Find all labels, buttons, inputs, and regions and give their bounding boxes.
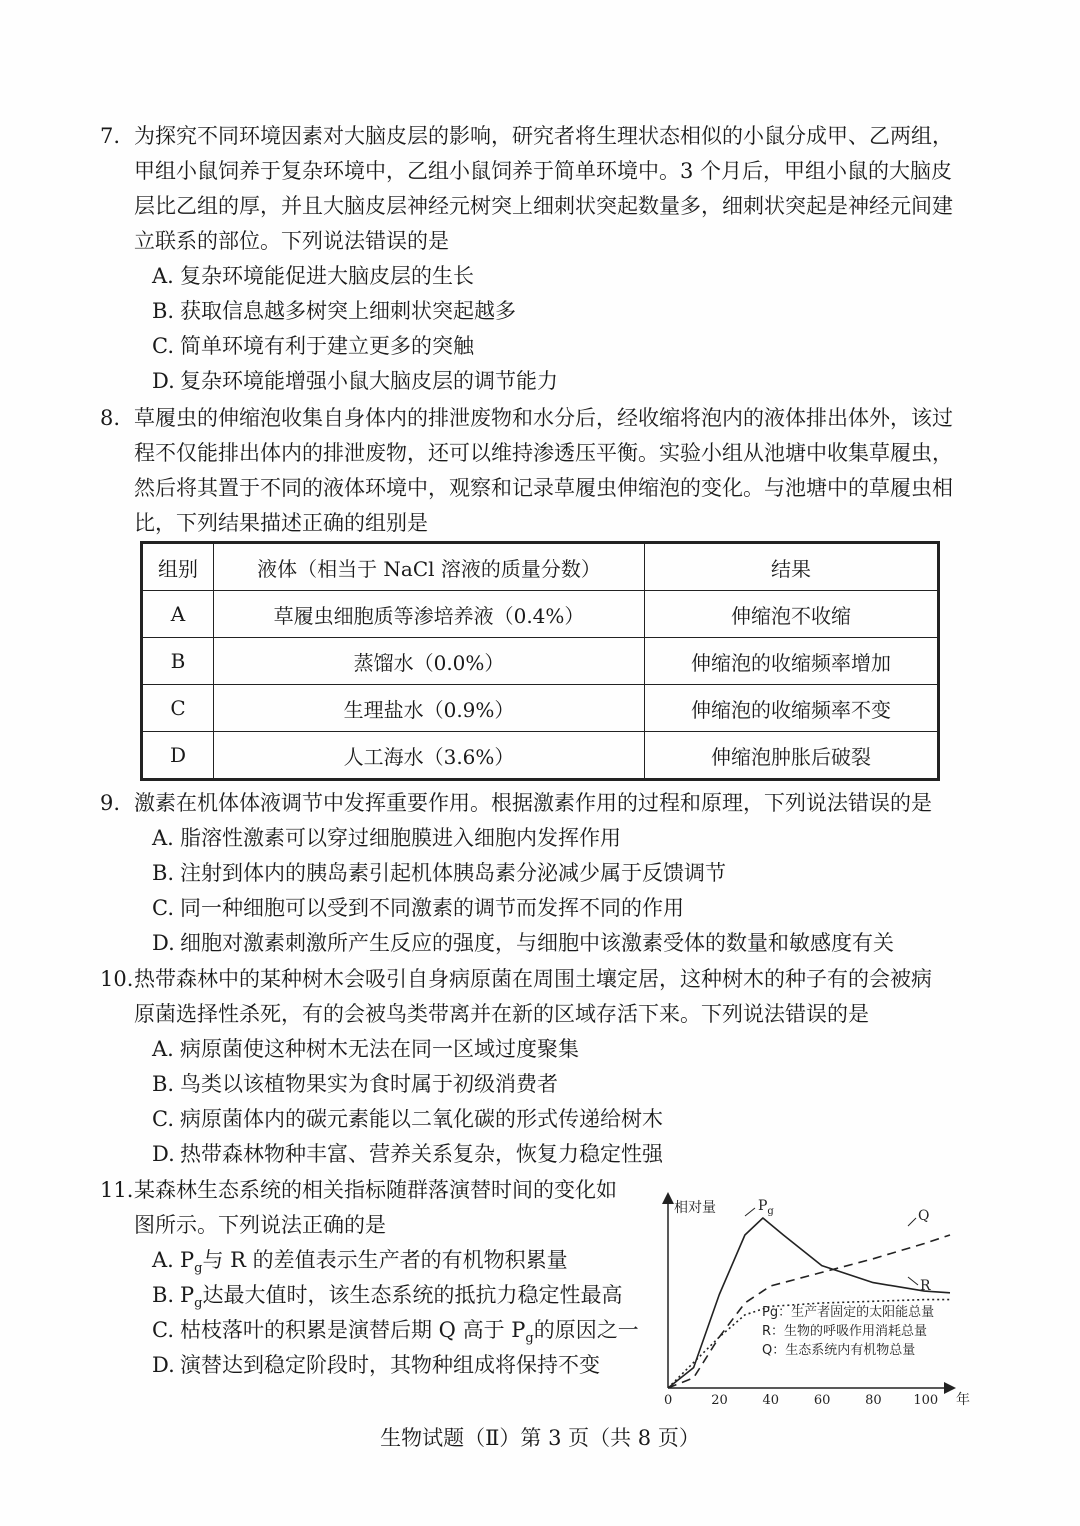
y-axis-label: 相对量 bbox=[674, 1200, 716, 1216]
table-cell: 伸缩泡不收缩 bbox=[645, 591, 939, 638]
q7-line-4: 立联系的部位。下列说法错误的是 bbox=[134, 229, 449, 253]
table-row bbox=[142, 732, 939, 780]
page-footer: 生物试题（Ⅱ）第 3 页（共 8 页） bbox=[380, 1426, 700, 1450]
question-9 bbox=[100, 786, 990, 961]
x-tick-label: 20 bbox=[711, 1393, 728, 1408]
table-cell: 蒸馏水（0.0%） bbox=[214, 638, 645, 685]
x-axis-unit: 年 bbox=[956, 1392, 970, 1408]
legend-pg: Pg：生产者固定的太阳能总量 bbox=[762, 1305, 935, 1320]
table-cell: B bbox=[142, 638, 214, 685]
q11-option-d: D. 演替达到稳定阶段时，其物种组成将保持不变 bbox=[152, 1353, 600, 1377]
q7-option-a: A. 复杂环境能促进大脑皮层的生长 bbox=[152, 264, 474, 288]
table-row bbox=[142, 638, 939, 685]
table-header-cell: 结果 bbox=[645, 543, 939, 591]
q8-line-4: 比，下列结果描述正确的组别是 bbox=[134, 511, 428, 535]
q10-option-d: D. 热带森林物种丰富、营养关系复杂，恢复力稳定性强 bbox=[152, 1142, 663, 1166]
q8-number: 8. bbox=[100, 406, 121, 430]
x-tick-label: 100 bbox=[913, 1393, 939, 1408]
table-cell: D bbox=[142, 732, 214, 780]
table-header-cell: 组别 bbox=[142, 543, 214, 591]
q8-line-3: 然后将其置于不同的液体环境中，观察和记录草履虫伸缩泡的变化。与池塘中的草履虫相 bbox=[134, 476, 953, 500]
table-header-row bbox=[142, 543, 939, 591]
series-label-pg: $P_g$ bbox=[758, 1198, 774, 1217]
question-8 bbox=[100, 401, 990, 541]
table-row bbox=[142, 685, 939, 732]
table-row bbox=[142, 591, 939, 638]
q9-option-c: C. 同一种细胞可以受到不同激素的调节而发挥不同的作用 bbox=[152, 896, 684, 920]
q9-option-d: D. 细胞对激素刺激所产生反应的强度，与细胞中该激素受体的数量和敏感度有关 bbox=[152, 931, 894, 955]
succession-chart bbox=[650, 1190, 990, 1410]
q9-option-b: B. 注射到体内的胰岛素引起机体胰岛素分泌减少属于反馈调节 bbox=[152, 861, 726, 885]
table-cell: 人工海水（3.6%） bbox=[214, 732, 645, 780]
q11-option-b: B. $P_g$达最大值时，该生态系统的抵抗力稳定性最高 bbox=[152, 1283, 623, 1312]
x-tick-label: 40 bbox=[762, 1393, 780, 1408]
q10-line-2: 原菌选择性杀死，有的会被鸟类带离并在新的区域存活下来。下列说法错误的是 bbox=[134, 1002, 869, 1026]
x-tick-label: 60 bbox=[813, 1393, 831, 1408]
q8-line-2: 程不仅能排出体内的排泄废物，还可以维持渗透压平衡。实验小组从池塘中收集草履虫， bbox=[134, 441, 953, 465]
question-11 bbox=[100, 1173, 660, 1383]
x-tick-label: 80 bbox=[865, 1393, 882, 1408]
q10-option-b: B. 鸟类以该植物果实为食时属于初级消费者 bbox=[152, 1072, 558, 1096]
q9-line-1: 9. 激素在机体体液调节中发挥重要作用。根据激素作用的过程和原理，下列说法错误的是 bbox=[100, 786, 990, 821]
table-cell: 生理盐水（0.9%） bbox=[214, 685, 645, 732]
legend-r: R：生物的呼吸作用消耗总量 bbox=[762, 1324, 928, 1339]
question-7 bbox=[100, 119, 990, 399]
table-cell: C bbox=[142, 685, 214, 732]
table-cell: 草履虫细胞质等渗培养液（0.4%） bbox=[214, 591, 645, 638]
q8-table bbox=[140, 541, 940, 781]
q10-option-c: C. 病原菌体内的碳元素能以二氧化碳的形式传递给树木 bbox=[152, 1107, 663, 1131]
q11-option-a: A. $P_g$与 R 的差值表示生产者的有机物积累量 bbox=[152, 1248, 568, 1277]
table-header-cell: 液体（相当于 NaCl 溶液的质量分数） bbox=[214, 543, 645, 591]
q7-option-c: C. 简单环境有利于建立更多的突触 bbox=[152, 334, 474, 358]
q7-line-2: 甲组小鼠饲养于复杂环境中，乙组小鼠饲养于简单环境中。3 个月后，甲组小鼠的大脑皮 bbox=[134, 159, 953, 183]
table-cell: 伸缩泡肿胀后破裂 bbox=[645, 732, 939, 780]
q10-number: 10. bbox=[100, 967, 134, 991]
q11-line-2: 图所示。下列说法正确的是 bbox=[134, 1213, 386, 1237]
q11-line-1: 11.某森林生态系统的相关指标随群落演替时间的变化如 bbox=[100, 1173, 660, 1208]
question-10 bbox=[100, 962, 990, 1172]
q7-option-b: B. 获取信息越多树突上细刺状突起越多 bbox=[152, 299, 516, 323]
series-line-pg bbox=[668, 1218, 950, 1388]
q8-line-1: 8. 草履虫的伸缩泡收集自身体内的排泄废物和水分后，经收缩将泡内的液体排出体外，该过 bbox=[100, 401, 990, 436]
series-label-r: R bbox=[920, 1278, 931, 1294]
q7-number: 7. bbox=[100, 124, 121, 148]
q11-number: 11. bbox=[100, 1178, 134, 1202]
table-cell: 伸缩泡的收缩频率不变 bbox=[645, 685, 939, 732]
q9-number: 9. bbox=[100, 791, 121, 815]
q9-option-a: A. 脂溶性激素可以穿过细胞膜进入细胞内发挥作用 bbox=[152, 826, 621, 850]
q10-line-1: 10.热带森林中的某种树木会吸引自身病原菌在周围土壤定居，这种树木的种子有的会被病 bbox=[100, 962, 990, 997]
q7-line-1: 7. 为探究不同环境因素对大脑皮层的影响，研究者将生理状态相似的小鼠分成甲、乙两组， bbox=[100, 119, 990, 154]
q7-option-d: D. 复杂环境能增强小鼠大脑皮层的调节能力 bbox=[152, 369, 558, 393]
table-cell: 伸缩泡的收缩频率增加 bbox=[645, 638, 939, 685]
q7-line-3: 层比乙组的厚，并且大脑皮层神经元树突上细刺状突起数量多，细刺状突起是神经元间建 bbox=[134, 194, 953, 218]
q11-option-c: C. 枯枝落叶的积累是演替后期 Q 高于 $P_g$的原因之一 bbox=[152, 1318, 639, 1347]
x-tick-label: 0 bbox=[664, 1393, 673, 1408]
table-cell: A bbox=[142, 591, 214, 638]
q10-option-a: A. 病原菌使这种树木无法在同一区域过度聚集 bbox=[152, 1037, 579, 1061]
legend-q: Q：生态系统内有机物总量 bbox=[762, 1343, 916, 1358]
series-label-q: Q bbox=[918, 1208, 930, 1224]
